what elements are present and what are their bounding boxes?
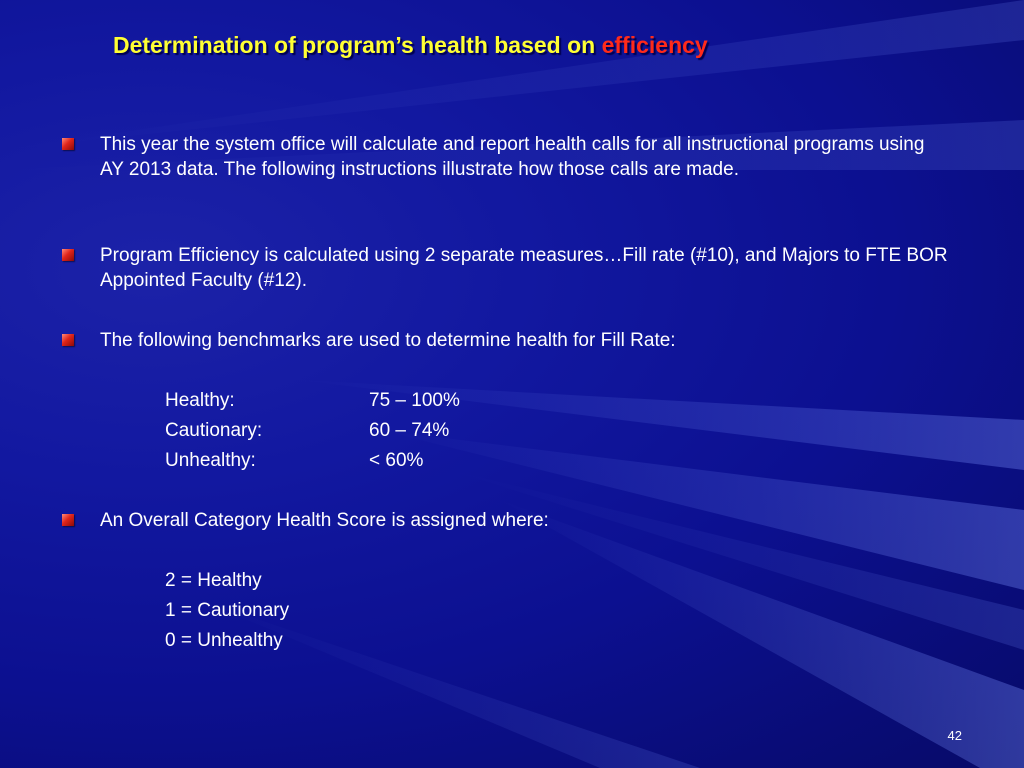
benchmark-row (165, 388, 460, 413)
bullet-text: Program Efficiency is calculated using 2 separate measures…Fill rate (#10), and Majors to FTE BOR Appointed Faculty (#12). (100, 245, 948, 291)
benchmark-range: 75 – 100% (369, 390, 460, 411)
title-text: Determination of program’s health based on (113, 32, 602, 58)
benchmark-label: Healthy: (165, 390, 235, 411)
bullet-square-icon (62, 249, 74, 261)
benchmark-label: Unhealthy: (165, 450, 256, 471)
bullet-text: The following benchmarks are used to determine health for Fill Rate: (100, 330, 676, 351)
benchmark-row (165, 448, 423, 473)
page-number: 42 (947, 728, 962, 743)
bullet-square-icon (62, 138, 74, 150)
health-score-row: 1 = Cautionary (165, 600, 290, 621)
bullet-square-icon (62, 334, 74, 346)
benchmark-range: 60 – 74% (369, 420, 450, 441)
bullet-square-icon (62, 514, 74, 526)
benchmark-row (165, 418, 449, 443)
benchmark-label: Cautionary: (165, 420, 263, 441)
title-accent-text: efficiency (601, 32, 708, 58)
bullet-text: This year the system office will calculate and report health calls for all instructional programs using AY 2013 data. The following instructions illustrate how those calls are made. (100, 134, 925, 180)
health-score-row: 2 = Healthy (165, 570, 262, 591)
benchmark-range: < 60% (369, 450, 424, 471)
health-score-row: 0 = Unhealthy (165, 630, 283, 651)
bullet-text: An Overall Category Health Score is assigned where: (100, 510, 549, 531)
